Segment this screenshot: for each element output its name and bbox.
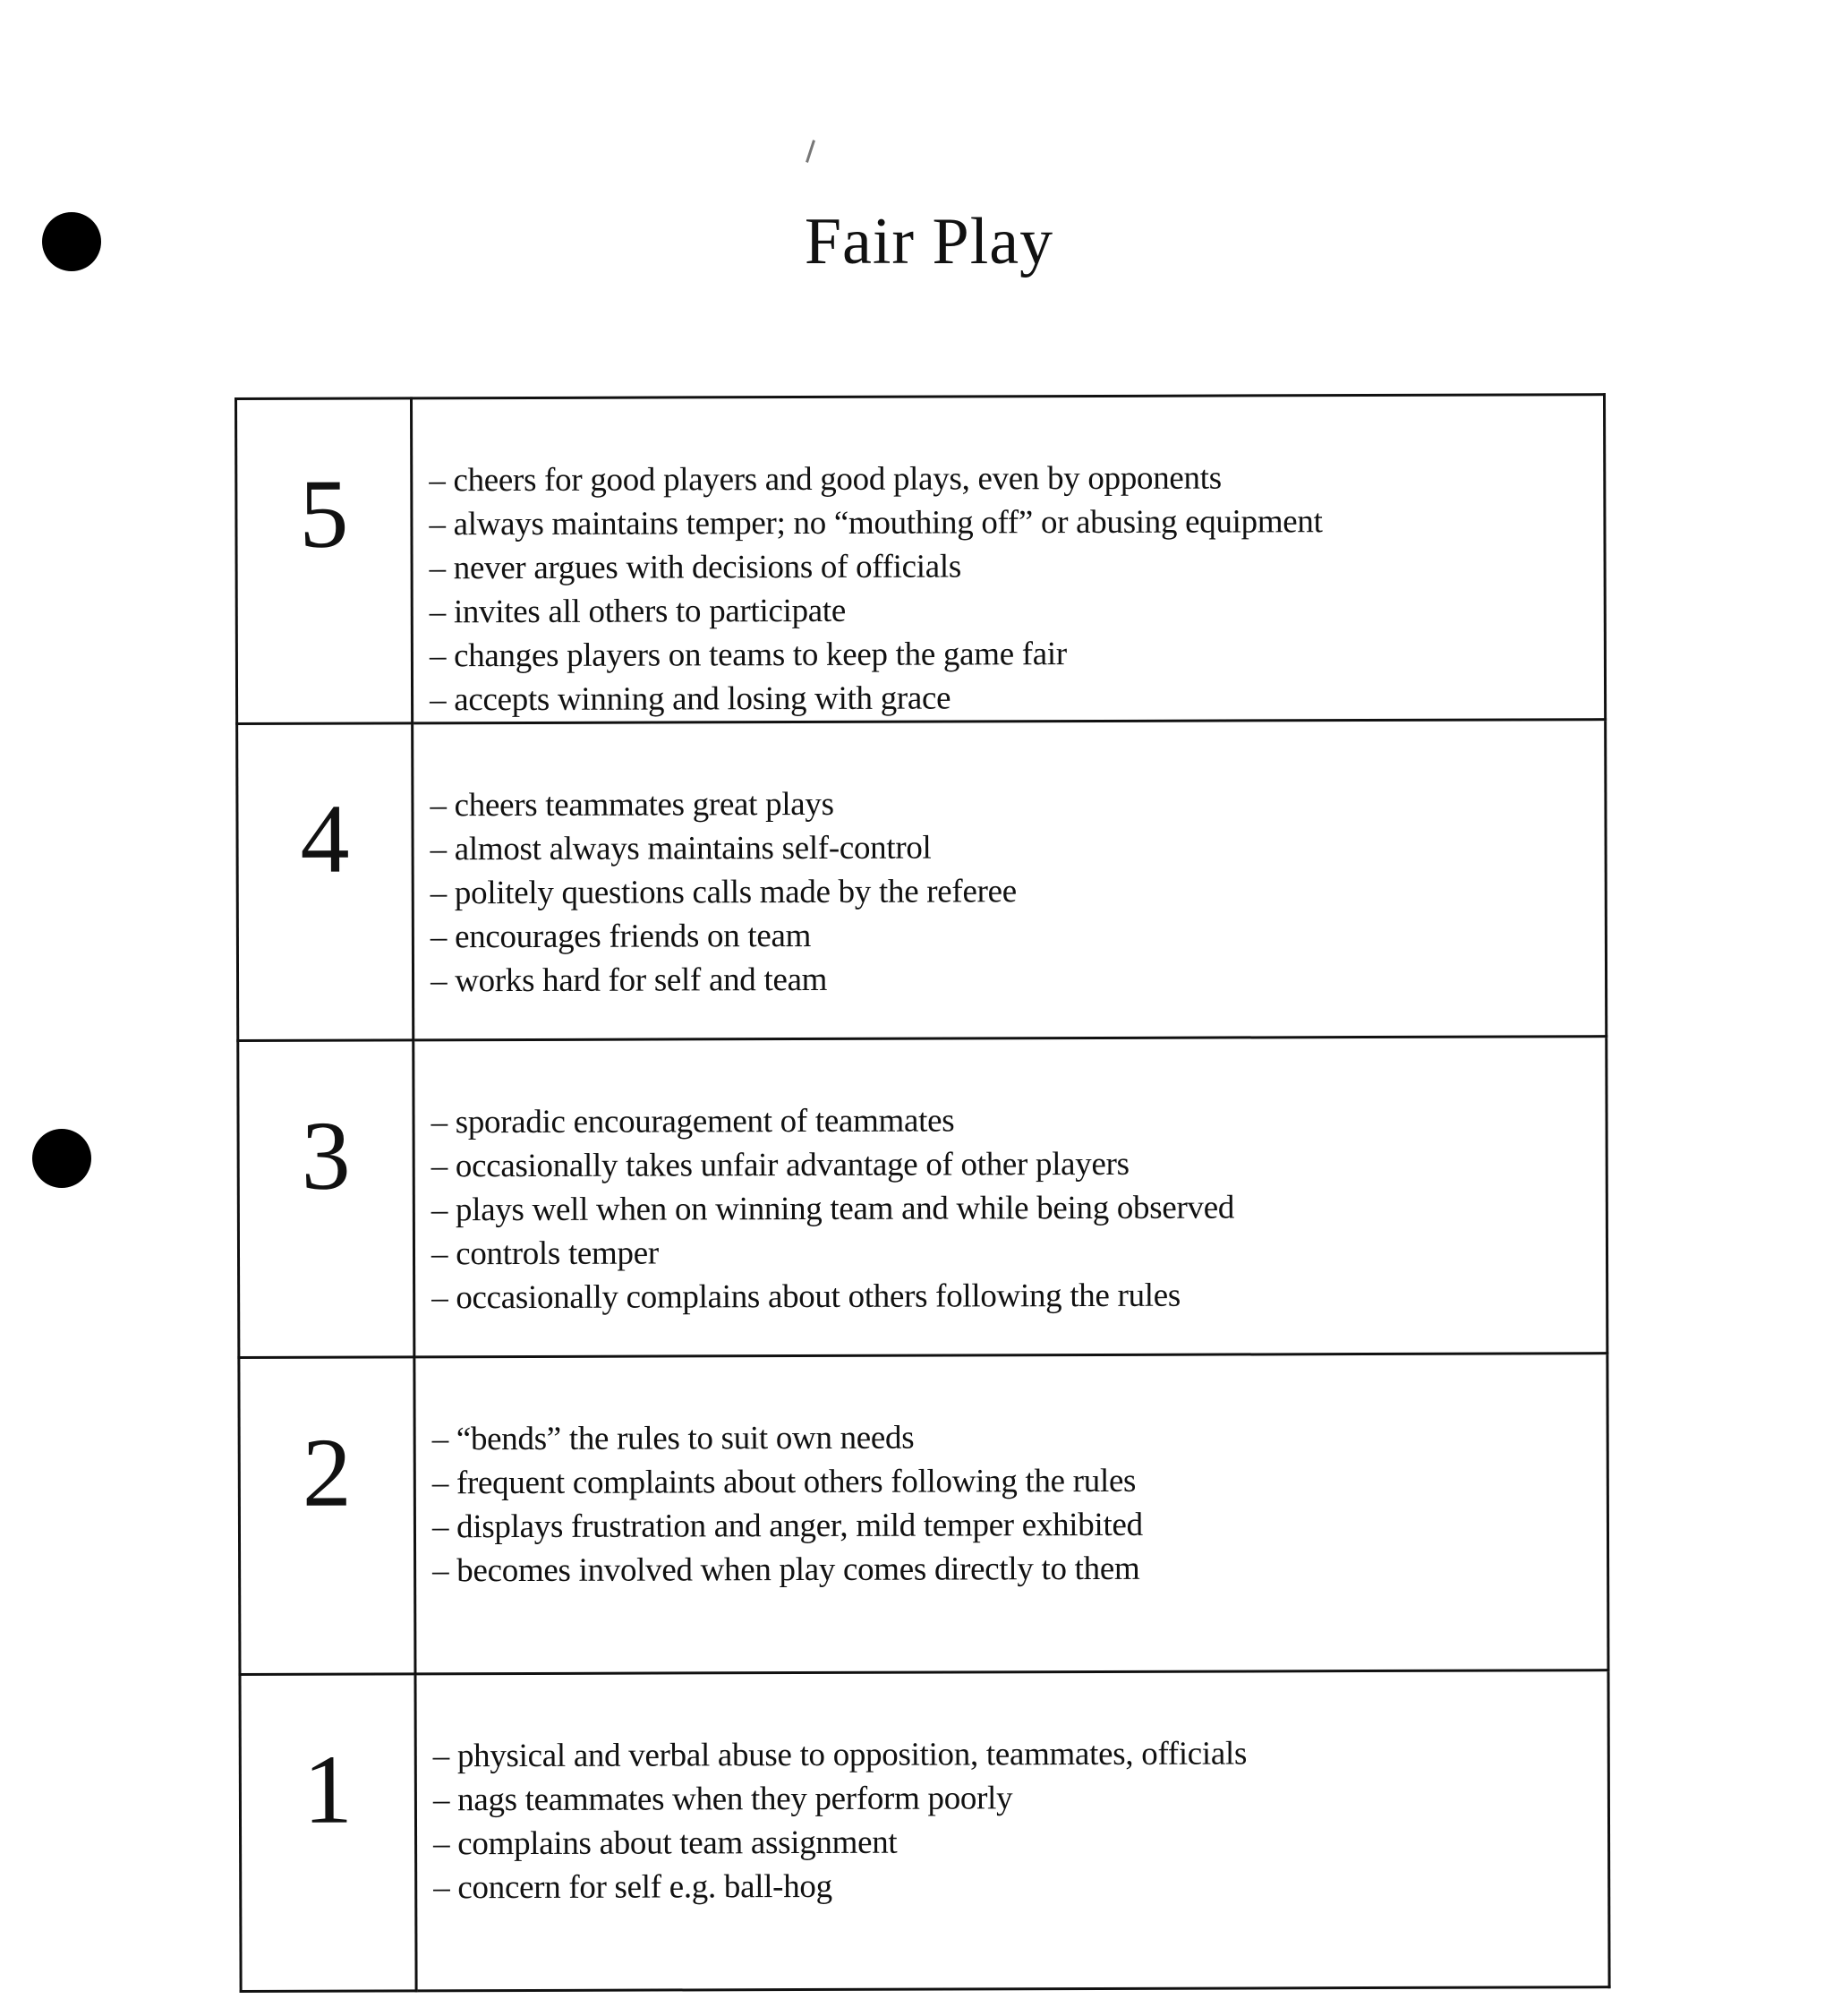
criteria-item: – encourages friends on team [431, 911, 1605, 959]
criteria-list [429, 455, 1604, 722]
criteria-item: – “bends” the rules to suit own needs [432, 1414, 1607, 1461]
score-number: 3 [301, 1100, 351, 1210]
criteria-item: – accepts winning and losing with grace [430, 674, 1604, 722]
score-cell [237, 723, 413, 1041]
criteria-item: – displays frustration and anger, mild temper exhibited [432, 1501, 1607, 1549]
criteria-item: – always maintains temper; no “mouthing off” or abusing equipment [429, 499, 1603, 546]
criteria-list [433, 1730, 1608, 1909]
rubric-row-2 [239, 1354, 1608, 1675]
criteria-list [431, 1097, 1606, 1320]
criteria-item: – complains about team assignment [433, 1818, 1607, 1866]
page-title [0, 204, 1833, 280]
criteria-cell [412, 395, 1606, 723]
score-number: 2 [302, 1417, 352, 1527]
criteria-item: – occasionally takes unfair advantage of other players [431, 1140, 1606, 1188]
fair-play-rubric-table [234, 393, 1611, 1993]
criteria-item: – occasionally complains about others following the rules [431, 1272, 1606, 1320]
criteria-item: – politely questions calls made by the referee [431, 867, 1605, 915]
criteria-item: – works hard for self and team [431, 955, 1605, 1003]
score-number: 5 [299, 458, 349, 568]
criteria-item: – invites all others to participate [430, 586, 1604, 634]
criteria-item: – changes players on teams to keep the game fair [430, 630, 1604, 678]
rubric-row-5 [236, 395, 1606, 724]
scan-speck [806, 140, 815, 163]
criteria-cell [415, 1670, 1609, 1991]
criteria-item: – frequent complaints about others following the rules [432, 1457, 1607, 1505]
rubric-row-4 [237, 720, 1607, 1041]
criteria-cell [414, 1354, 1608, 1674]
criteria-item: – nags teammates when they perform poorly [433, 1774, 1607, 1822]
criteria-list [432, 1414, 1607, 1593]
score-cell [240, 1674, 416, 1992]
criteria-item: – physical and verbal abuse to opposition, teammates, officials [433, 1730, 1607, 1778]
punch-hole-middle [32, 1129, 91, 1188]
criteria-cell [413, 720, 1607, 1040]
score-cell [239, 1357, 415, 1675]
criteria-item: – cheers for good players and good plays, even by opponents [429, 455, 1603, 502]
criteria-item: – concern for self e.g. ball-hog [433, 1862, 1607, 1909]
score-cell [236, 398, 413, 724]
criteria-item: – becomes involved when play comes directly to them [432, 1545, 1607, 1593]
criteria-item: – plays well when on winning team and while being observed [431, 1184, 1606, 1232]
criteria-item: – never argues with decisions of officials [430, 542, 1604, 590]
criteria-item: – almost always maintains self-control [431, 824, 1605, 871]
rubric-row-1 [240, 1670, 1609, 1992]
criteria-item: – cheers teammates great plays [430, 780, 1604, 827]
page-title-text: Fair Play [804, 205, 1054, 278]
score-number: 4 [300, 783, 350, 893]
criteria-item: – sporadic encouragement of teammates [431, 1097, 1605, 1144]
score-cell [238, 1040, 414, 1358]
rubric-row-3 [238, 1037, 1607, 1358]
score-number: 1 [303, 1734, 354, 1844]
criteria-item: – controls temper [431, 1228, 1606, 1276]
criteria-list [430, 780, 1605, 1003]
criteria-cell [413, 1037, 1607, 1357]
